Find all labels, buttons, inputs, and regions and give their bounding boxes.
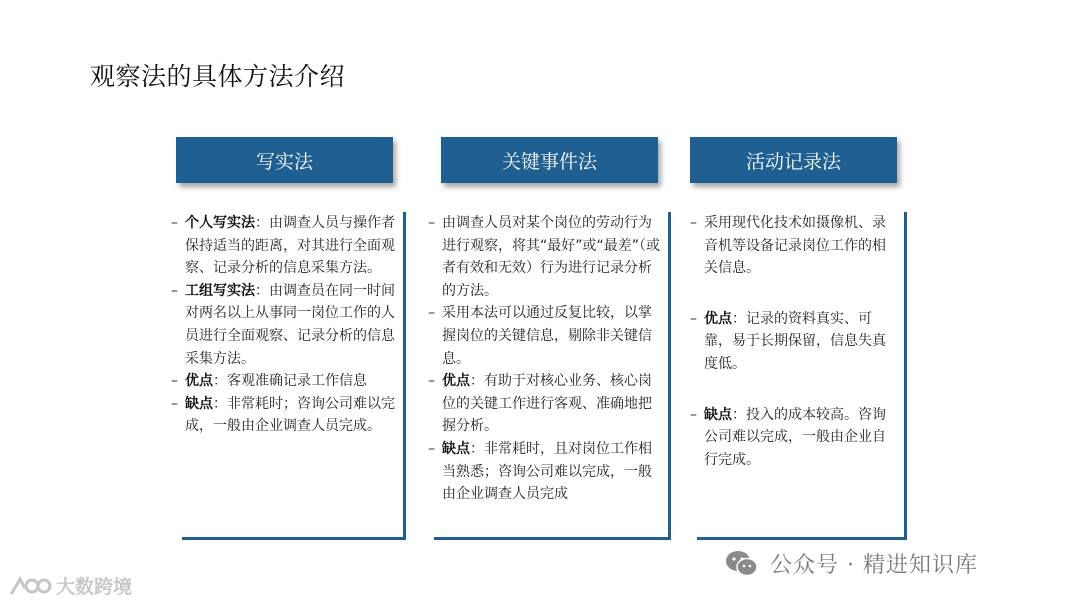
list-item: – 工组写实法：由调查员在同一时间对两名以上从事同一岗位工作的人员进行全面观察、记录分析的信息采集方法。 [171, 282, 395, 367]
list-item: – 优点：有助于对核心业务、核心岗位的关键工作进行客观、准确地把握分析。 [428, 373, 652, 435]
frame-bottom-line [182, 537, 406, 540]
header-guanjianshijianfa: 关键事件法 [441, 137, 658, 183]
list-item: – 优点：记录的资料真实、可靠，易于长期保留，信息失真度低。 [690, 310, 886, 372]
watermark-text: 公众号 · 精进知识库 [770, 553, 978, 578]
list-item: – 采用现代化技术如摄像机、录音机等设备记录岗位工作的相关信息。 [690, 215, 886, 277]
list-item: – 缺点：投入的成本较高。咨询公司难以完成，一般由企业自行完成。 [690, 406, 886, 468]
frame-bottom-line [434, 537, 671, 540]
watermark-wechat [724, 548, 978, 579]
list-item: – 缺点：非常耗时，且对岗位工作相当熟悉；咨询公司难以完成，一般由企业调查人员完成 [428, 440, 652, 503]
frame-bottom-line [697, 537, 907, 540]
list-item: – 采用本法可以通过反复比较，以掌握岗位的关键信息，剔除非关键信息。 [428, 305, 652, 367]
wechat-icon [724, 549, 760, 579]
frame-right-line [668, 212, 671, 540]
list-item: – 由调查人员对某个岗位的劳动行为进行观察，将其“最好”或“最差”（或者有效和无效）行为进行记录分析的方法。 [428, 215, 661, 299]
column-huodongjilufa [690, 212, 898, 471]
watermark-brand-text: 大数跨境 [56, 576, 133, 598]
brand-logo-icon [8, 573, 52, 599]
column-xieshifa [171, 212, 395, 438]
list-item: – 优点：客观准确记录工作信息 [171, 373, 367, 390]
header-xieshifa: 写实法 [176, 137, 393, 183]
frame-right-line [403, 212, 406, 540]
list-item: – 个人写实法：由调查人员与操作者保持适当的距离，对其进行全面观察、记录分析的信息采集方法。 [171, 215, 395, 277]
column-guanjianshijianfa [428, 212, 662, 506]
header-huodongjilufa: 活动记录法 [690, 137, 897, 183]
frame-right-line [904, 212, 907, 540]
watermark-brand [8, 572, 132, 599]
page-title: 观察法的具体方法介绍 [90, 62, 346, 91]
list-item: – 缺点：非常耗时；咨询公司难以完成，一般由企业调查人员完成。 [171, 395, 395, 435]
